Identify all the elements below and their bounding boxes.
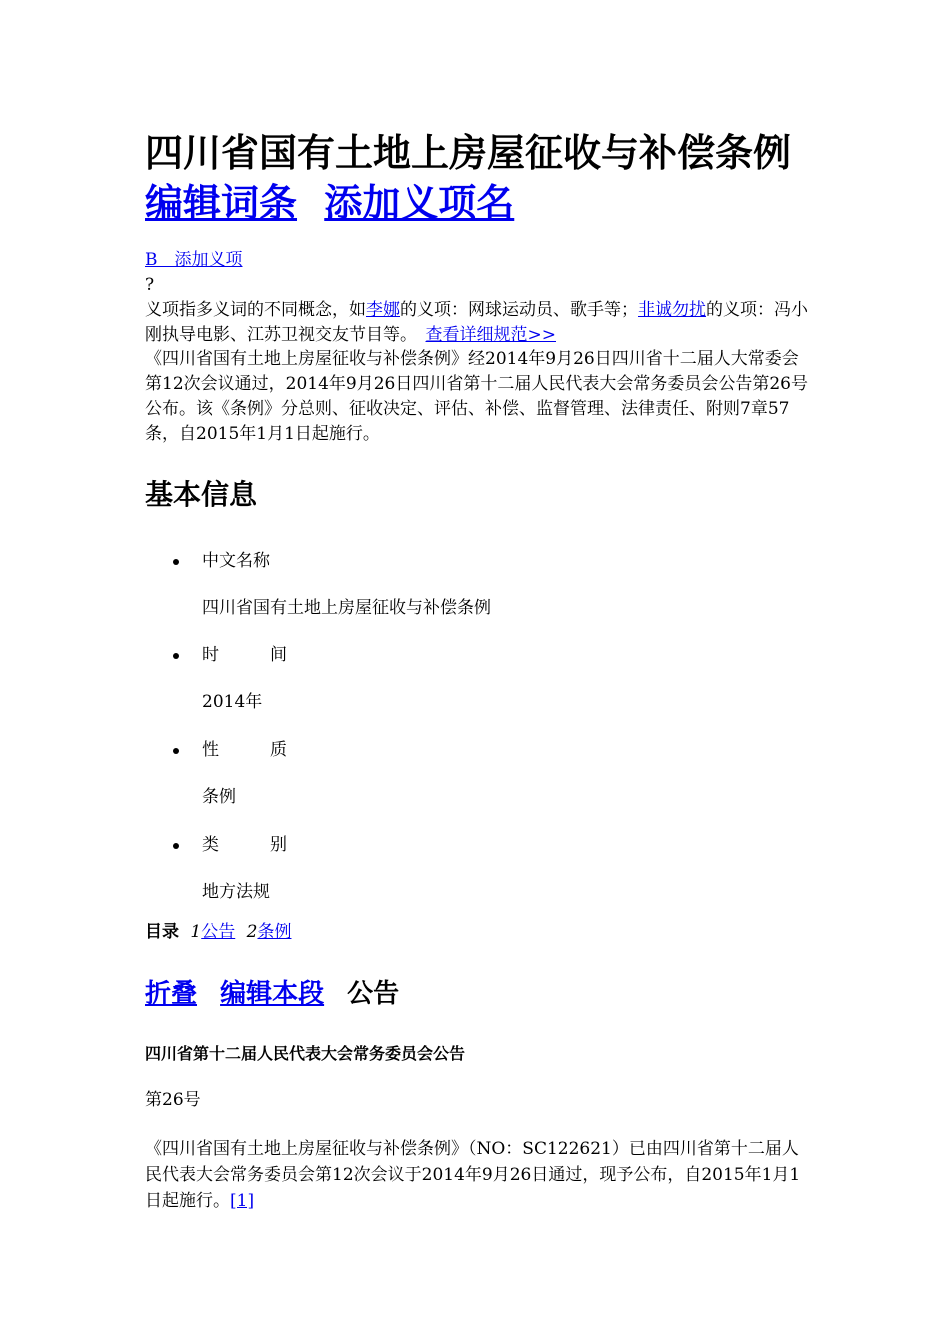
info-label: 类 别 (202, 835, 287, 855)
info-label: 时 间 (202, 645, 287, 665)
reference-link[interactable]: [1] (230, 1191, 255, 1211)
section-title: 公告 (347, 979, 400, 1009)
sense-block (145, 248, 810, 348)
example-link-li-na[interactable]: 李娜 (366, 300, 400, 320)
help-question-mark: ? (145, 275, 155, 295)
collapse-link[interactable]: 折叠 (145, 979, 198, 1009)
bullet-icon (173, 748, 179, 754)
basic-info-heading: 基本信息 (145, 478, 258, 511)
toc-link-announcement[interactable]: 公告 (201, 922, 236, 942)
info-label: 中文名称 (202, 551, 270, 571)
info-value: 地方法规 (202, 882, 270, 902)
section-heading (145, 974, 399, 1014)
sense-description: 义项指多义词的不同概念，如李娜的义项：网球运动员、歌手等；非诚勿扰的义项：冯小刚执导电影、江苏卫视交友节目等。 查看详细规范>> (145, 300, 808, 345)
add-sense-name-link[interactable]: 添加义项名 (324, 181, 515, 225)
announcement-title: 四川省第十二届人民代表大会常务委员会公告 (145, 1044, 466, 1063)
info-value: 条例 (202, 787, 236, 807)
view-details-link[interactable]: 查看详细规范>> (425, 325, 556, 345)
bullet-icon (173, 653, 179, 659)
info-value: 四川省国有土地上房屋征收与补偿条例 (202, 598, 491, 618)
toc-number: 2 (246, 922, 258, 942)
toc-link-regulation[interactable]: 条例 (257, 922, 292, 942)
announcement-body: 《四川省国有土地上房屋征收与补偿条例》（NO：SC122621）已由四川省第十二届人民代表大会常务委员会第12次会议于2014年9月26日通过，现予公布，自2015年1月1日起施行。[1] (145, 1139, 801, 1211)
page-title: 四川省国有土地上房屋征收与补偿条例 (145, 131, 792, 175)
info-label: 性 质 (202, 740, 287, 760)
toc-number: 1 (190, 922, 202, 942)
announcement-number: 第26号 (145, 1090, 201, 1110)
table-of-contents (145, 920, 291, 945)
example-link-fei-cheng-wu-rao[interactable]: 非诚勿扰 (638, 300, 706, 320)
title-links (145, 178, 528, 228)
add-sense-link[interactable]: B 添加义项 (145, 250, 243, 270)
entry-summary: 《四川省国有土地上房屋征收与补偿条例》经2014年9月26日四川省十二届人大常委会第12次会议通过，2014年9月26日四川省第十二届人民代表大会常务委员会公告第26号公布。该《条例》分总则、征收决定、评估、补偿、监督管理、法律责任、附则7章57条，自2015年1月1日起施行。 (145, 349, 808, 444)
bullet-icon (173, 843, 179, 849)
bullet-icon (173, 559, 179, 565)
toc-label: 目录 (145, 922, 179, 942)
edit-entry-link[interactable]: 编辑词条 (145, 181, 298, 225)
info-value: 2014年 (202, 692, 263, 712)
edit-section-link[interactable]: 编辑本段 (220, 979, 325, 1009)
